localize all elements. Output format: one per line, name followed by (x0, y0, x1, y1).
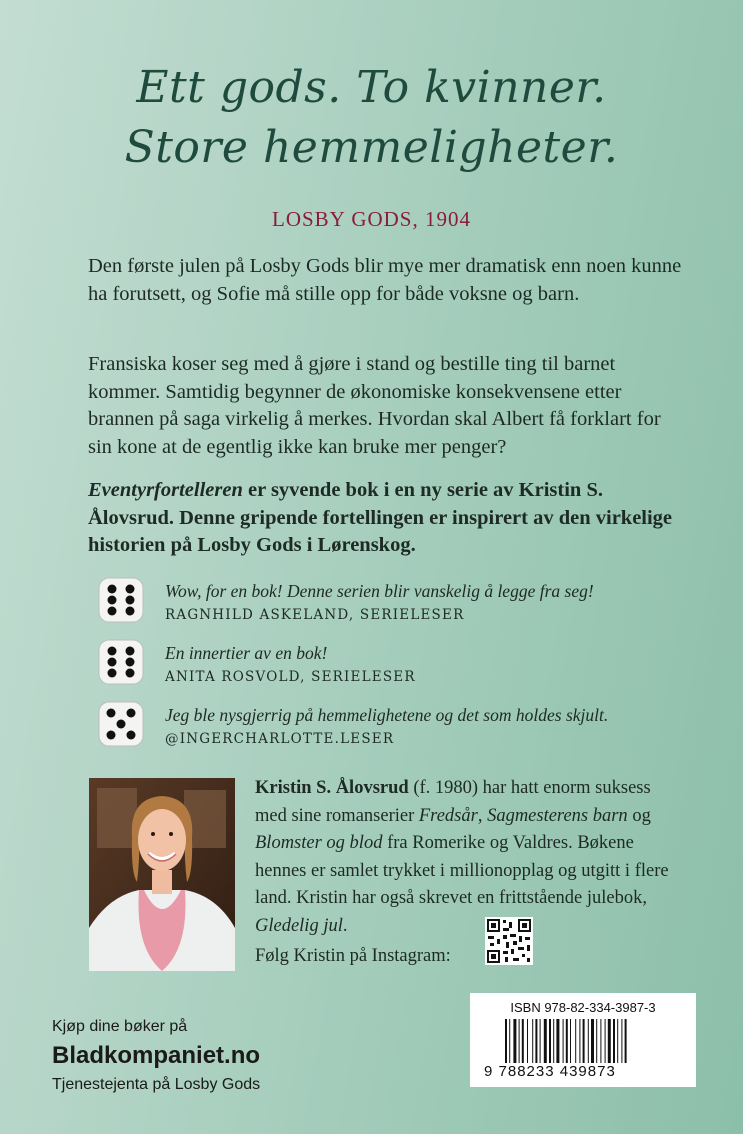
quote-source: RAGNHILD ASKELAND, SERIELESER (165, 607, 465, 623)
instagram-follow-text: Følg Kristin på Instagram: (255, 946, 451, 966)
quote-source: @INGERCHARLOTTE.LESER (165, 731, 395, 747)
bio-text: , (477, 805, 488, 826)
quote-text: En innertier av en bok! (165, 643, 328, 663)
purchase-line: Kjøp dine bøker på (52, 1018, 188, 1035)
purchase-info (52, 1018, 260, 1094)
subtitle: LOSBY GODS, 1904 (272, 207, 471, 231)
book-title: Eventyrfortelleren (88, 479, 243, 501)
isbn-label: ISBN 978-82-334-3987-3 (510, 1000, 656, 1015)
series-title: Fredsår (418, 805, 478, 826)
tagline (0, 58, 743, 178)
series-title: Blomster og blod (255, 833, 383, 853)
review-quotes (96, 576, 696, 762)
author-name: Kristin S. Ålovsrud (255, 778, 409, 798)
related-title: Tjenestejenta på Losby Gods (52, 1076, 261, 1093)
bio-text: og (627, 805, 651, 826)
bio-text: (f. 1980) har hatt enorm suksess med sine romanserier (255, 778, 651, 826)
die-five-icon (96, 700, 146, 748)
qr-code-icon[interactable] (485, 917, 533, 965)
review-quote (96, 638, 696, 700)
die-six-icon (96, 638, 146, 686)
bio-text: . (342, 915, 348, 936)
bio-text: fra Romerike og Valdres. Bøkene hennes er samlet trykket i millionopplag og utgitt i flere land. Kristin har også skrevet en frittstående julebok, (255, 833, 669, 908)
isbn-digits: 9 788233 439873 (484, 1063, 616, 1080)
review-quote (96, 700, 696, 762)
isbn-barcode-box (470, 993, 696, 1087)
author-photo (89, 778, 235, 971)
paragraph-1: Den første julen på Losby Gods blir mye mer dramatisk enn noen kunne ha forutsett, og Sofie må stille opp for både voksne og barn. (88, 255, 682, 305)
tagline-line-2: Store hemmeligheter. (124, 122, 619, 173)
series-title: Sagmesterens barn (487, 805, 628, 826)
barcode-icon (505, 1019, 665, 1067)
paragraph-3-text: er syvende bok i en ny serie av Kristin S. Ålovsrud. Denne gripende fortellingen er inspirert av den virkelige historien på Losby Gods i Lørenskog. (88, 479, 673, 556)
review-quote (96, 576, 696, 638)
quote-source: ANITA ROSVOLD, SERIELESER (165, 669, 416, 685)
author-bio (255, 775, 675, 940)
quote-text: Wow, for en bok! Denne serien blir vanskelig å legge fra seg! (165, 581, 594, 601)
paragraph-2: Fransiska koser seg med å gjøre i stand og bestille ting til barnet kommer. Samtidig begynner de økonomiske konsekvensene etter brannen på saga virkelig å merkes. Hvordan skal Albert få forklart for sin kone at de egentlig ikke kan bruke mer penger? (88, 353, 661, 458)
publisher-site-link[interactable]: Bladkompaniet.no (52, 1042, 261, 1069)
christmas-book-title: Gledelig jul (255, 915, 343, 936)
die-six-icon (96, 576, 146, 624)
quote-text: Jeg ble nysgjerrig på hemmelighetene og det som holdes skjult. (165, 705, 609, 725)
tagline-line-1: Ett gods. To kvinner. (136, 62, 607, 113)
paragraph-3 (88, 477, 688, 560)
